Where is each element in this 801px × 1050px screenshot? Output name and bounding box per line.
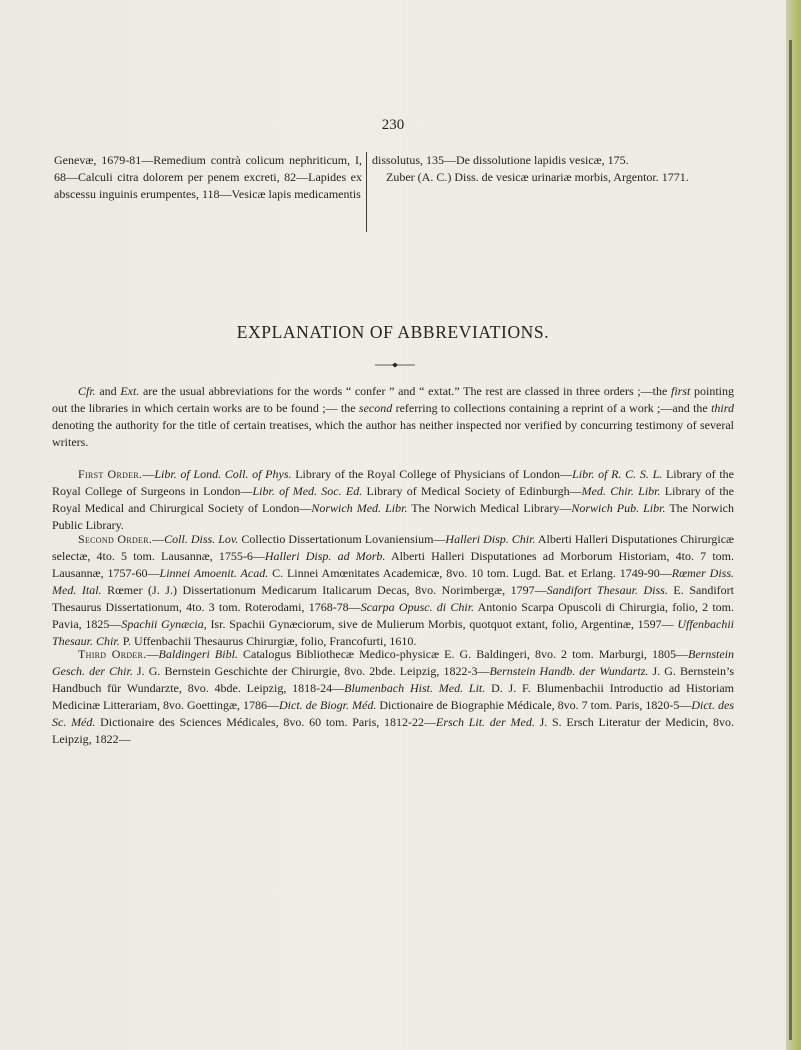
abbr: Libr. of Lond. Coll. of Phys. <box>154 467 292 481</box>
text-run: Library of the Royal Medical and Chirurgical Society of London— <box>52 484 734 515</box>
text-run: Library of Medical Society of Edinburgh— <box>362 484 582 498</box>
text-run: and <box>95 384 121 398</box>
first-order-paragraph <box>52 466 734 534</box>
abbr: Sandifort Thesaur. Diss. <box>546 583 668 597</box>
text-run: Isr. Spachii Gynæciorum, sive de Mulierum Morbis, quotquot extant, folio, Argentinæ, 1597— <box>206 617 678 631</box>
abbr: Norwich Med. Libr. <box>311 501 408 515</box>
abbr: Spachii Gynæcia, <box>121 617 207 631</box>
left-column-text <box>54 152 362 204</box>
text-run: Catalogus Bibliothecæ Medico-physicæ E. G. Baldingeri, 8vo. 2 tom. Marburgi, 1805— <box>237 647 688 661</box>
abbr: Ersch Lit. der Med. <box>435 715 535 729</box>
divider-ornament <box>375 361 415 369</box>
left-column-paragraph: Genevæ, 1679-81—Remedium contrà colicum nephriticum, I, 68—Calculi citra dolorem per penem excreti, 82—Lapides ex abscessu inguinis erumpentes, 118—Vesicæ lapis medicamentis <box>54 153 362 202</box>
text-run: — <box>146 647 159 661</box>
abbr: Coll. Diss. Lov. <box>164 532 239 546</box>
third-order-heading: Third Order. <box>78 647 147 661</box>
abbr: Baldingeri Bibl. <box>158 647 238 661</box>
text-run: E. Sandifort Thesaurus Dissertationum, 4to. 3 tom. Roterodami, 1768-78— <box>52 583 734 614</box>
right-column-line-2: Zuber (A. C.) Diss. de vesicæ urinariæ morbis, Argentor. 1771. <box>386 170 689 185</box>
second-order-paragraph <box>52 531 734 650</box>
abbr: Halleri Disp. ad Morb. <box>264 549 386 563</box>
text-run: Alberti Halleri Disputationes ad Morborum Historiam, 4to. 7 tom. Lausannæ, 1757-60— <box>52 549 734 580</box>
text-run: denoting the authority for the title of certain treatises, which the author has neither inspected nor verified by concurring testimony of several writers. <box>52 418 734 449</box>
binding-shadow <box>789 40 792 1040</box>
emphasis: first <box>670 384 691 398</box>
right-column-line-1: dissolutus, 135—De dissolutione lapidis vesicæ, 175. <box>372 153 629 167</box>
abbr: Scarpa Opusc. di Chir. <box>360 600 475 614</box>
first-order-heading: First Order. <box>78 467 143 481</box>
abbr: Rœmer Diss. Med. Ital. <box>52 566 734 597</box>
page-number: 230 <box>381 117 405 133</box>
abbr: Bernstein Gesch. der Chir. <box>52 647 734 678</box>
second-order-heading: Second Order. <box>78 532 153 546</box>
abbr-cfr: Cfr. <box>78 384 96 398</box>
abbr: Libr. of R. C. S. L. <box>572 467 663 481</box>
text-run: J. S. Ersch Literatur der Medicin, 8vo. Leipzig, 1822— <box>52 715 734 746</box>
text-run: D. J. F. Blumenbachii Introductio ad Historiam Medicinæ Litterariam, 8vo. Goettingæ, 1786— <box>52 681 734 712</box>
intro-paragraph <box>52 383 734 451</box>
abbr: Uffenbachii Thesaur. Chir. <box>52 617 734 648</box>
text-run: Library of the Royal College of Physicians of London— <box>291 467 573 481</box>
text-run: C. Linnei Amœnitates Academicæ, 8vo. 10 tom. Lugd. Bat. et Erlang. 1749-90— <box>268 566 672 580</box>
text-run: pointing out the libraries in which certain works are to be found ;— the <box>52 384 734 415</box>
text-run: Dictionaire des Sciences Médicales, 8vo. 60 tom. Paris, 1812-22— <box>95 715 436 729</box>
text-run: — <box>142 467 155 481</box>
third-order-paragraph <box>52 646 734 748</box>
abbr: Linnei Amoenit. Acad. <box>159 566 269 580</box>
abbr: Dict. des Sc. Méd. <box>52 698 735 729</box>
emphasis: third <box>711 401 734 415</box>
abbr: Blumenbach Hist. Med. Lit. <box>344 681 486 695</box>
text-run: J. G. Bernstein Geschichte der Chirurgie, 8vo. 2bde. Leipzig, 1822-3— <box>132 664 490 678</box>
text-run: Collectio Dissertationum Lovaniensium— <box>238 532 446 546</box>
abbr: Med. Chir. Libr. <box>581 484 661 498</box>
abbr-ext: Ext. <box>120 384 140 398</box>
section-title: EXPLANATION OF ABBREVIATIONS. <box>236 322 550 342</box>
abbr: Libr. of Med. Soc. Ed. <box>252 484 363 498</box>
text-run: Rœmer (J. J.) Dissertationum Medicarum Italicarum Decas, 8vo. Norimbergæ, 1797— <box>101 583 547 597</box>
abbr: Halleri Disp. Chir. <box>445 532 536 546</box>
emphasis: second <box>358 401 393 415</box>
abbr: Norwich Pub. Libr. <box>571 501 666 515</box>
text-run: Antonio Scarpa Opuscoli di Chirurgia, folio, 2 tom. Pavia, 1825— <box>52 600 735 631</box>
text-run: are the usual abbreviations for the words “ confer ” and “ extat.” The rest are classed in three orders ;—the <box>139 384 671 398</box>
text-run: referring to collections containing a reprint of a work ;—and the <box>392 401 712 415</box>
text-run: P. Uffenbachii Thesaurus Chirurgiæ, folio, Francofurti, 1610. <box>119 634 417 648</box>
column-divider <box>366 152 367 232</box>
text-run: Alberti Halleri Disputationes Chirurgicæ selectæ, 4to. 5 tom. Lausannæ, 1755-6— <box>52 532 735 563</box>
text-run: Dictionaire de Biographie Médicale, 8vo. 7 tom. Paris, 1820-5— <box>376 698 692 712</box>
text-run: The Norwich Medical Library— <box>407 501 572 515</box>
text-run: J. G. Bernstein’s Handbuch für Wundarzte, 8vo. 4bde. Leipzig, 1818-24— <box>52 664 734 695</box>
text-run: Library of the Royal College of Surgeons in London— <box>52 467 734 498</box>
abbr: Bernstein Handb. der Wundartz. <box>489 664 649 678</box>
text-run: — <box>152 532 165 546</box>
text-run: The Norwich Public Library. <box>52 501 735 532</box>
abbr: Dict. de Biogr. Méd. <box>279 698 377 712</box>
right-column-text <box>372 152 734 186</box>
